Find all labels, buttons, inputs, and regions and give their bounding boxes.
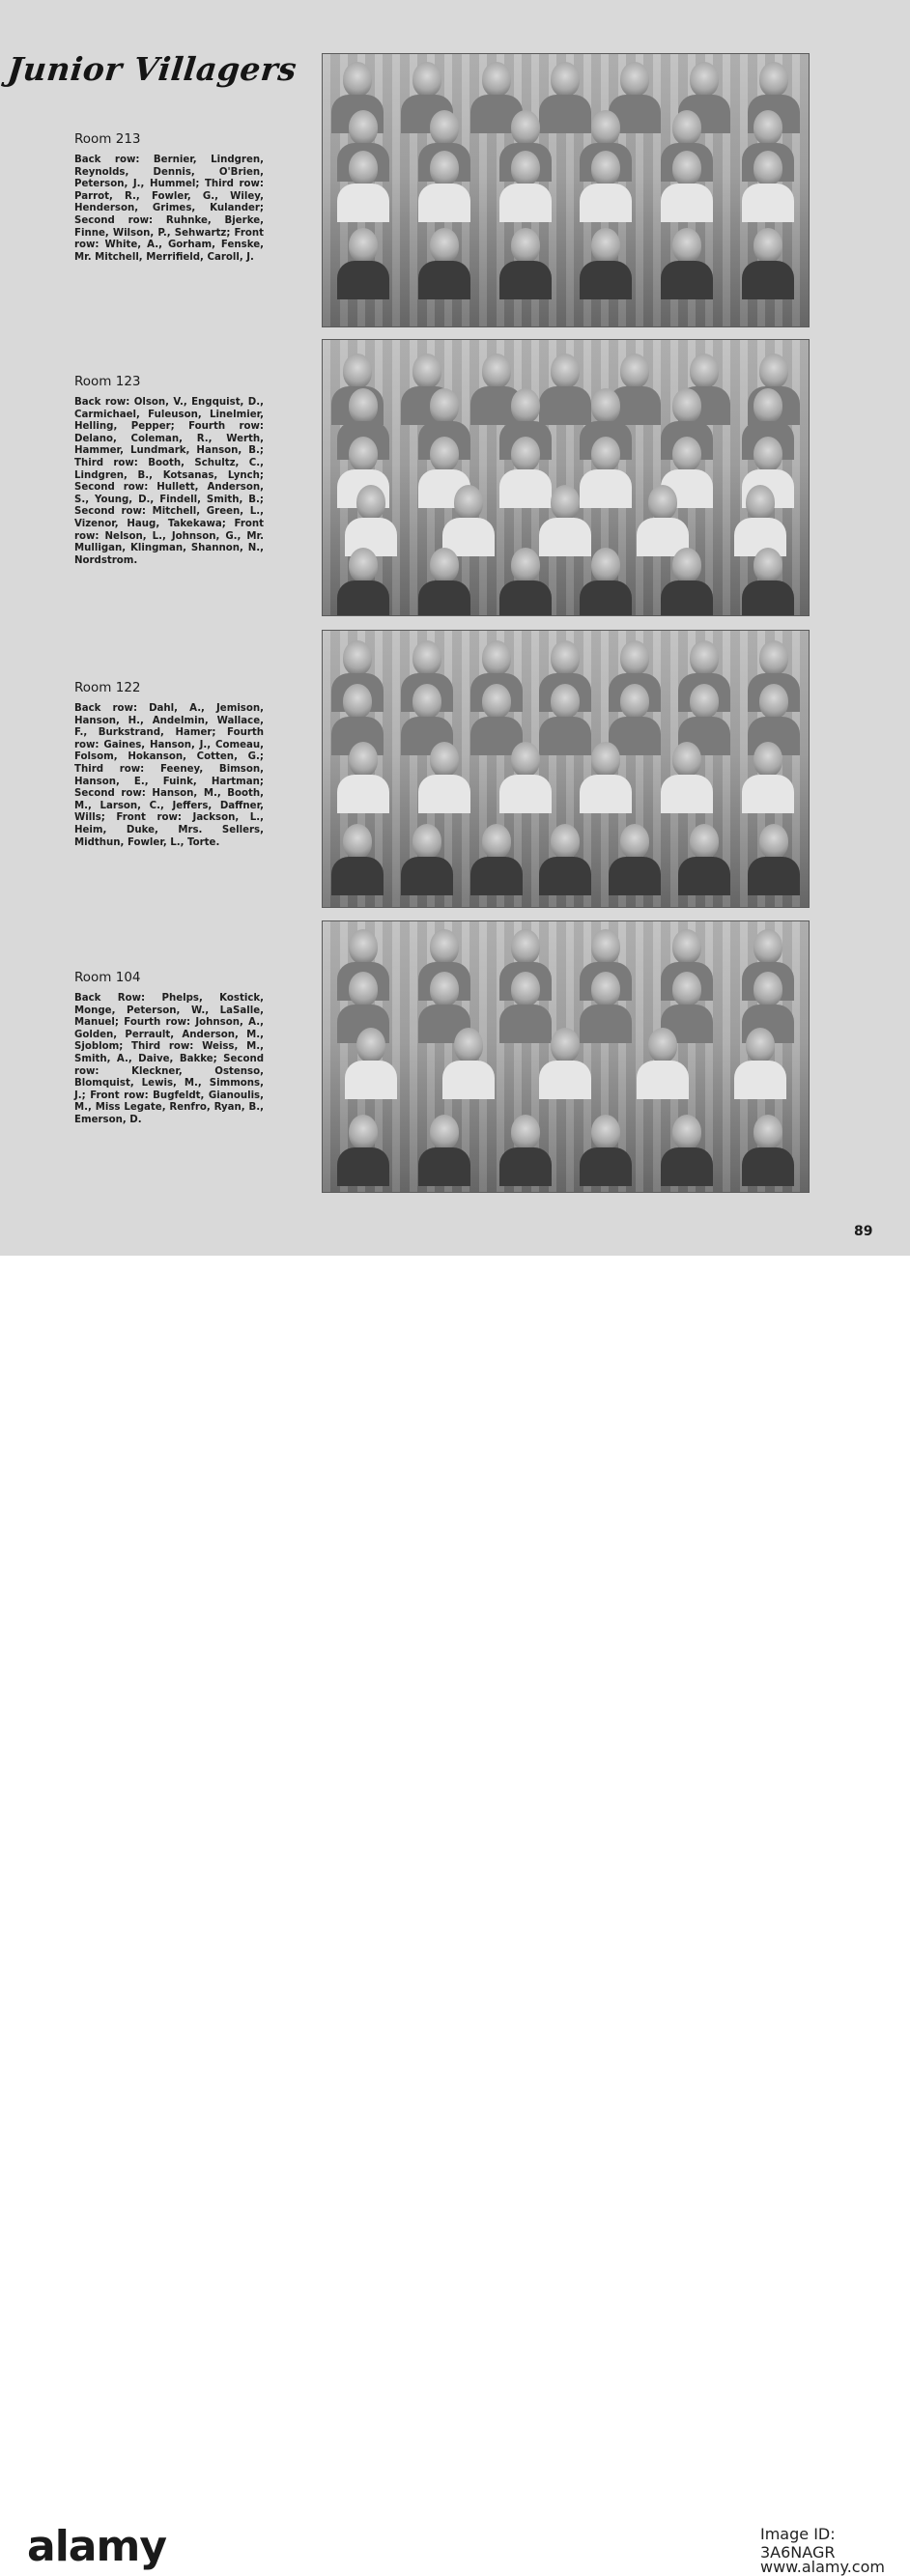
student-figure bbox=[349, 1115, 378, 1149]
student-figure bbox=[690, 62, 719, 97]
student-figure bbox=[511, 437, 540, 471]
student-figure bbox=[591, 437, 620, 471]
student-figure bbox=[620, 824, 649, 859]
student-figure bbox=[349, 388, 378, 423]
student-figure bbox=[349, 929, 378, 964]
student-figure bbox=[349, 972, 378, 1006]
student-figure bbox=[454, 485, 483, 520]
student-figure bbox=[591, 110, 620, 145]
student-figure bbox=[349, 151, 378, 185]
student-figure bbox=[511, 929, 540, 964]
photo-row bbox=[323, 485, 809, 520]
student-figure bbox=[430, 228, 459, 263]
student-figure bbox=[648, 485, 677, 520]
student-figure bbox=[620, 684, 649, 719]
student-figure bbox=[343, 354, 372, 388]
photo-row bbox=[323, 388, 809, 423]
student-figure bbox=[648, 1028, 677, 1062]
student-figure bbox=[672, 388, 701, 423]
student-figure bbox=[412, 354, 441, 388]
student-figure bbox=[672, 1115, 701, 1149]
photo-row bbox=[323, 110, 809, 145]
student-figure bbox=[343, 62, 372, 97]
student-figure bbox=[759, 640, 788, 675]
student-figure bbox=[349, 742, 378, 777]
image-id: Image ID: 3A6NAGR bbox=[760, 2525, 836, 2562]
student-figure bbox=[620, 640, 649, 675]
student-figure bbox=[591, 972, 620, 1006]
student-figure bbox=[754, 388, 782, 423]
student-figure bbox=[511, 548, 540, 582]
student-figure bbox=[591, 228, 620, 263]
student-figure bbox=[412, 640, 441, 675]
room-heading: Room 213 bbox=[74, 131, 141, 147]
photo-row bbox=[323, 824, 809, 859]
student-figure bbox=[591, 151, 620, 185]
room-caption: Back row: Olson, V., Engquist, D., Carmichael, Fuleuson, Linelmier, Helling, Pepper; Fourth row: Delano, Coleman, R., Werth, Hammer, Lundmark, Hanson, B.; Third row: Booth, Schultz, C., Lindgren, B., Kotsanas, Lynch; Second row: Hullett, Anderson, S., Young, D., Findell, Smith, B.; Second row: Mitchell, Green, L., Vizenor, Haug, Takekawa; Front row: Nelson, L., Johnson, G., Mr. Mulligan, Klingman, Shannon, N., Nordstrom. bbox=[74, 397, 264, 566]
student-figure bbox=[430, 151, 459, 185]
student-figure bbox=[672, 110, 701, 145]
student-figure bbox=[482, 354, 511, 388]
brand-logo: alamy bbox=[27, 2522, 166, 2571]
student-figure bbox=[430, 437, 459, 471]
student-figure bbox=[482, 62, 511, 97]
room-123-caption-block bbox=[74, 374, 264, 567]
room-heading: Room 122 bbox=[74, 680, 141, 695]
student-figure bbox=[759, 62, 788, 97]
site-url: www.alamy.com bbox=[760, 2558, 885, 2576]
student-figure bbox=[591, 548, 620, 582]
photo-row bbox=[323, 684, 809, 719]
room-122-caption-block bbox=[74, 680, 264, 849]
student-figure bbox=[672, 228, 701, 263]
student-figure bbox=[690, 684, 719, 719]
student-figure bbox=[551, 640, 580, 675]
student-figure bbox=[754, 151, 782, 185]
room-caption: Back row: Bernier, Lindgren, Reynolds, Dennis, O'Brien, Peterson, J., Hummel; Third row: Parrot, R., Fowler, G., Wiley, Henderson, Grimes, Kulander; Second row: Ruhnke, Bjerke, Finne, Wilson, P., Sehwartz; Front row: White, A., Gorham, Fenske, Mr. Mitchell, Merrifield, Caroll, J. bbox=[74, 155, 264, 263]
photo-row bbox=[323, 548, 809, 582]
student-figure bbox=[511, 151, 540, 185]
student-figure bbox=[754, 929, 782, 964]
photo-row bbox=[323, 1115, 809, 1149]
student-figure bbox=[759, 824, 788, 859]
room-104-class-photo bbox=[322, 920, 810, 1193]
student-figure bbox=[551, 62, 580, 97]
room-heading: Room 123 bbox=[74, 374, 141, 389]
student-figure bbox=[620, 62, 649, 97]
photo-row bbox=[323, 437, 809, 471]
student-figure bbox=[430, 972, 459, 1006]
student-figure bbox=[551, 354, 580, 388]
student-figure bbox=[690, 354, 719, 388]
student-figure bbox=[672, 151, 701, 185]
student-figure bbox=[412, 824, 441, 859]
student-figure bbox=[759, 354, 788, 388]
student-figure bbox=[412, 62, 441, 97]
student-figure bbox=[356, 1028, 385, 1062]
student-figure bbox=[672, 437, 701, 471]
student-figure bbox=[754, 228, 782, 263]
student-figure bbox=[343, 824, 372, 859]
photo-row bbox=[323, 972, 809, 1006]
student-figure bbox=[551, 684, 580, 719]
student-figure bbox=[349, 437, 378, 471]
photo-row bbox=[323, 742, 809, 777]
student-figure bbox=[672, 929, 701, 964]
student-figure bbox=[620, 354, 649, 388]
student-figure bbox=[412, 684, 441, 719]
student-figure bbox=[672, 548, 701, 582]
student-figure bbox=[511, 388, 540, 423]
student-figure bbox=[511, 742, 540, 777]
student-figure bbox=[430, 929, 459, 964]
student-figure bbox=[511, 228, 540, 263]
room-122-class-photo bbox=[322, 630, 810, 908]
student-figure bbox=[672, 972, 701, 1006]
student-figure bbox=[454, 1028, 483, 1062]
student-figure bbox=[430, 388, 459, 423]
student-figure bbox=[754, 1115, 782, 1149]
photo-row bbox=[323, 640, 809, 675]
photo-row bbox=[323, 1028, 809, 1062]
student-figure bbox=[591, 742, 620, 777]
room-caption: Back Row: Phelps, Kostick, Monge, Peterson, W., LaSalle, Manuel; Fourth row: Johnson, A., Golden, Perrault, Anderson, M., Sjoblom; Third row: Weiss, M., Smith, A., Daive, Bakke; Second row: Kleckner, Ostenso, Blomquist, Lewis, M., Simmons, J.; Front row: Bugfeldt, Gianoulis, M., Miss Legate, Renfro, Ryan, B., Emerson, D. bbox=[74, 993, 264, 1125]
student-figure bbox=[754, 437, 782, 471]
student-figure bbox=[482, 684, 511, 719]
student-figure bbox=[591, 388, 620, 423]
student-figure bbox=[343, 684, 372, 719]
student-figure bbox=[430, 110, 459, 145]
student-figure bbox=[591, 1115, 620, 1149]
student-figure bbox=[551, 1028, 580, 1062]
page-title: Junior Villagers bbox=[5, 50, 299, 88]
room-213-caption-block bbox=[74, 131, 264, 264]
student-figure bbox=[511, 110, 540, 145]
student-figure bbox=[511, 972, 540, 1006]
room-213-class-photo bbox=[322, 53, 810, 327]
room-123-class-photo bbox=[322, 339, 810, 616]
room-caption: Back row: Dahl, A., Jemison, Hanson, H., Andelmin, Wallace, F., Burkstrand, Hamer; Fourth row: Gaines, Hanson, J., Comeau, Folsom, Hokanson, Cotten, G.; Third row: Feeney, Bimson, Hanson, E., Fuink, Hartman; Second row: Hanson, M., Booth, M., Larson, C., Jeffers, Daffner, Wills; Front row: Jackson, L., Heim, Duke, Mrs. Sellers, Midthun, Fowler, L., Torte. bbox=[74, 703, 264, 848]
student-figure bbox=[672, 742, 701, 777]
stock-footer bbox=[0, 1256, 910, 2576]
student-figure bbox=[430, 1115, 459, 1149]
yearbook-page bbox=[0, 0, 910, 1256]
student-figure bbox=[759, 684, 788, 719]
student-figure bbox=[482, 824, 511, 859]
photo-row bbox=[323, 228, 809, 263]
student-figure bbox=[551, 485, 580, 520]
student-figure bbox=[591, 929, 620, 964]
student-figure bbox=[754, 972, 782, 1006]
photo-row bbox=[323, 62, 809, 97]
photo-row bbox=[323, 354, 809, 388]
student-figure bbox=[746, 1028, 775, 1062]
photo-row bbox=[323, 929, 809, 964]
student-figure bbox=[349, 548, 378, 582]
student-figure bbox=[551, 824, 580, 859]
student-figure bbox=[349, 110, 378, 145]
student-figure bbox=[690, 640, 719, 675]
student-figure bbox=[430, 742, 459, 777]
student-figure bbox=[754, 110, 782, 145]
student-figure bbox=[754, 742, 782, 777]
room-104-caption-block bbox=[74, 970, 264, 1127]
student-figure bbox=[746, 485, 775, 520]
student-figure bbox=[349, 228, 378, 263]
student-figure bbox=[690, 824, 719, 859]
student-figure bbox=[482, 640, 511, 675]
student-figure bbox=[430, 548, 459, 582]
student-figure bbox=[511, 1115, 540, 1149]
student-figure bbox=[754, 548, 782, 582]
room-heading: Room 104 bbox=[74, 970, 141, 985]
student-figure bbox=[343, 640, 372, 675]
student-figure bbox=[356, 485, 385, 520]
photo-row bbox=[323, 151, 809, 185]
page-number: 89 bbox=[854, 1224, 873, 1239]
